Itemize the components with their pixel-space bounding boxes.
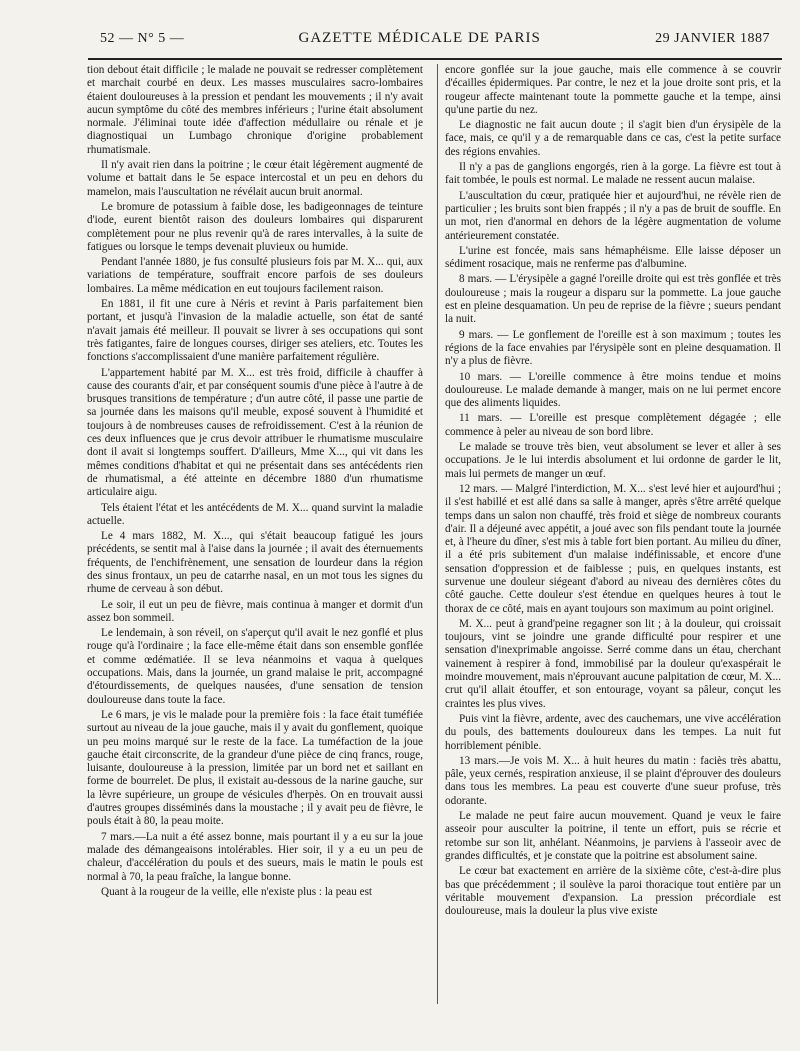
- paragraph: Le soir, il eut un peu de fièvre, mais continua à manger et dormit d'un assez bon sommeil.: [87, 598, 423, 624]
- paragraph: Le diagnostic ne fait aucun doute ; il s'agit bien d'un érysipèle de la face, mais, ce qu'il y a de remarquable dans ce cas, c'est la petite surface des régions envahies.: [445, 119, 781, 158]
- paragraph: 12 mars. — Malgré l'interdiction, M. X... s'est levé hier et aujourd'hui ; il s'est habillé et est allé dans sa salle à manger, après s'être arrêté quelque temps dans un salon non chauffé, très froid et siège de nombreux courants d'air. Il a déjeuné avec appétit, a joué avec son fils pendant toute la journée et, à l'heure du dîner, s'est mis à table fort bien portant. Au milieu du dîner, il a été pris subitement d'un malaise indéfinissable, et encore d'une sensation d'oppression et de faiblesse ; puis, en quelques instants, est survenue une douleur siégeant d'abord au niveau des dernières côtes du côté gauche. Cette douleur s'est étendue en quelques heures à tout le thorax de ce côté, mais en ayant toujours son maximum au point originel.: [445, 482, 781, 615]
- paragraph: 7 mars.—La nuit a été assez bonne, mais pourtant il y a eu sur la joue malade des démangeaisons intolérables. Hier soir, il y a eu un peu de chaleur, d'accélération du pouls et des sueurs, mais le matin le pouls est normal à 70, la peau fraîche, la langue bonne.: [87, 830, 423, 883]
- paragraph: L'auscultation du cœur, pratiquée hier et aujourd'hui, ne révèle rien de particulier ; les bruits sont bien frappés ; il n'y a pas de bruit de souffle. En un mot, rien d'anormal en dehors de la légère augmentation de volume antérieurement constatée.: [445, 189, 781, 242]
- paragraph: Le bromure de potassium à faible dose, les badigeonnages de teinture d'iode, eurent bientôt raison des douleurs lombaires qui disparurent complètement pour ne plus revenir qu'à de rares intervalles, à la suite de fatigues ou lorsque le temps devenait pluvieux ou humide.: [87, 200, 423, 253]
- journal-title: GAZETTE MÉDICALE DE PARIS: [298, 30, 541, 46]
- paragraph: Le malade se trouve très bien, veut absolument se lever et aller à ses occupations. Je le lui interdis absolument et lui ordonne de garder le lit, mais lui permets de manger un œuf.: [445, 441, 781, 480]
- paragraph: Le 6 mars, je vis le malade pour la première fois : la face était tuméfiée surtout au niveau de la joue gauche, mais il y avait du gonflement, quoique un peu moins marqué sur le reste de la face. La tuméfaction de la joue gauche était circonscrite, de la grandeur d'une pièce de cinq francs, rouge, luisante, douloureuse à la pression, limitée par un bord net et saillant en forme de bourrelet. De plus, il existait au-dessous de la narine gauche, sur la lèvre supérieure, un groupe de vésicules d'herpès. On en trouvait aussi d'autres groupes disséminés dans la moustache ; il y avait peu de fièvre, le pouls était à 80, la peau moite.: [87, 708, 423, 828]
- paragraph: L'urine est foncée, mais sans hémaphéisme. Elle laisse déposer un sédiment rosacique, mais ne renferme pas d'albumine.: [445, 244, 781, 271]
- column-divider: [437, 64, 438, 1004]
- paragraph: Quant à la rougeur de la veille, elle n'existe plus : la peau est: [101, 885, 373, 898]
- paragraph: Il n'y a pas de ganglions engorgés, rien à la gorge. La fièvre est tout à fait tombée, le pouls est normal. Le malade ne ressent aucun malaise.: [445, 161, 781, 187]
- paragraph: M. X... peut à grand'peine regagner son lit ; à la douleur, qui croissait toujours, vint se joindre une grande difficulté pour respirer et une sensation d'inexprimable angoisse. Serré comme dans un étau, cherchant vainement à respirer à fond, immobilisé par la douleur qu'exaspérait le moindre mouvement, mais n'éprouvant aucune palpitation de cœur, M. X... crut qu'il allait étouffer, et son entourage, voyant sa pâleur, conçut les craintes les plus vives.: [445, 617, 781, 710]
- issue-date: 29 JANVIER 1887: [655, 31, 770, 46]
- paragraph: encore gonflée sur la joue gauche, mais elle commence à se couvrir d'écailles épidermiques. Par contre, le nez et la joue droite sont pris, et la rougeur affecte maintenant toute la pommette gauche et la tempe, ainsi qu'une partie du nez.: [445, 64, 781, 116]
- paragraph: Le cœur bat exactement en arrière de la sixième côte, c'est-à-dire plus bas que précédemment ; il soulève la paroi thoracique tout entière par un véritable mouvement d'expansion. La pression précordiale est douloureuse, mais la douleur la plus vive existe: [445, 865, 781, 918]
- paragraph: 11 mars. — L'oreille est presque complètement dégagée ; elle commence à peler au niveau de son bord libre.: [445, 412, 781, 438]
- paragraph: Le 4 mars 1882, M. X..., qui s'était beaucoup fatigué les jours précédents, se sentit mal à l'aise dans la journée ; il avait des éternuements fréquents, de l'enchifrènement, une sensation de lourdeur dans la région des sinus frontaux, un peu de catarrhe nasal, en un mot tous les signes du rhume de cerveau à son début.: [87, 530, 423, 596]
- left-column: [87, 64, 423, 899]
- paragraph: 8 mars. — L'érysipèle a gagné l'oreille droite qui est très gonflée et très douloureuse ; mais la rougeur a disparu sur la pommette. La joue gauche est en pleine desquamation. Un peu de reprise de la fièvre ; sueurs pendant la nuit.: [445, 273, 781, 326]
- paragraph: Il n'y avait rien dans la poitrine ; le cœur était légèrement augmenté de volume et battait dans le 5e espace intercostal et un peu en dehors du mamelon, mais l'auscultation ne révélait aucun bruit anormal.: [87, 159, 423, 198]
- page-header: [100, 30, 770, 56]
- paragraph: Puis vint la fièvre, ardente, avec des cauchemars, une vive accélération du pouls, des battements douloureux dans les tempes. La nuit fut horriblement pénible.: [445, 712, 781, 752]
- paragraph: L'appartement habité par M. X... est très froid, difficile à chauffer à cause des courants d'air, et par conséquent soumis d'une pièce à l'autre à de brusques transitions de température ; d'un autre côté, il passe une partie de sa journée dans les maisons qu'il meuble, exposé souvent à l'humidité et toujours à de nombreuses causes de refroidissement. C'est à la réunion de ces deux influences que je crus devoir attribuer le rhumatisme musculaire dont il avait si longtemps souffert. D'ailleurs, Mme X..., qui vit dans les mêmes conditions d'habitat et qui ne présentait dans ses antécédents rien de rhumatismal, a été atteinte en décembre 1880 d'un rhumatisme articulaire aigu.: [87, 366, 423, 499]
- paragraph: Tels étaient l'état et les antécédents de M. X... quand survint la maladie actuelle.: [87, 501, 423, 527]
- paragraph: 9 mars. — Le gonflement de l'oreille est à son maximum ; toutes les régions de la face envahies par l'érysipèle sont en pleine desquamation. Il n'y a plus de fièvre.: [445, 328, 781, 368]
- paragraph: En 1881, il fit une cure à Néris et revint à Paris parfaitement bien portant, et jusqu'à l'invasion de la maladie actuelle, son état de santé n'avait jamais été meilleur. Il pouvait se livrer à ses occupations qui sont très fatigantes, faire de longues courses, diriger ses ateliers, etc. Toutes les fonctions s'accomplissaient d'une manière parfaitement régulière.: [87, 298, 423, 364]
- right-column: [445, 64, 781, 918]
- page-number: 52 — N° 5 —: [100, 31, 185, 46]
- paragraph: tion debout était difficile ; le malade ne pouvait se redresser complètement et marchait courbé en deux. Les masses musculaires sacro-lombaires étaient douloureuses à la pression et pendant les mouvements ; il n'y avait aucun symptôme du côté des membres inférieurs ; l'urine était absolument normale. J'éliminai toute idée d'affection médullaire ou rénale et je diagnostiquai un Lumbago chronique d'origine probablement rhumatismale.: [87, 64, 423, 156]
- paragraph: Le lendemain, à son réveil, on s'aperçut qu'il avait le nez gonflé et plus rouge qu'à l'ordinaire ; la face elle-même était dans son ensemble gonflée et comme œdématiée. Il se leva néanmoins et vaqua à quelques occupations. Mais, dans la journée, un grand malaise le prit, accompagné d'étourdissements, de quelques nausées, d'une sensation de tension douloureuse dans toute la face.: [87, 627, 423, 706]
- paragraph: Pendant l'année 1880, je fus consulté plusieurs fois par M. X... qui, aux variations de température, souffrait encore parfois de ses douleurs lombaires. La même médication en eut toujours facilement raison.: [87, 256, 423, 295]
- header-rule: [88, 58, 782, 60]
- paragraph: 10 mars. — L'oreille commence à être moins tendue et moins douloureuse. Le malade demande à manger, mais on ne lui permet encore que des aliments liquides.: [445, 370, 781, 410]
- paragraph: 13 mars.—Je vois M. X... à huit heures du matin : faciès très abattu, pâle, yeux cernés, respiration anxieuse, il se plaint d'éprouver des douleurs dans tous les membres. La peau est couverte d'une sueur profuse, très odorante.: [445, 754, 781, 807]
- paragraph: Le malade ne peut faire aucun mouvement. Quand je veux le faire asseoir pour ausculter la poitrine, il tente un effort, puis se récrie et retombe sur son lit, anhélant. Néanmoins, je parviens à l'asseoir avec de grandes difficultés, et je constate que la poitrine est absolument saine.: [445, 810, 781, 862]
